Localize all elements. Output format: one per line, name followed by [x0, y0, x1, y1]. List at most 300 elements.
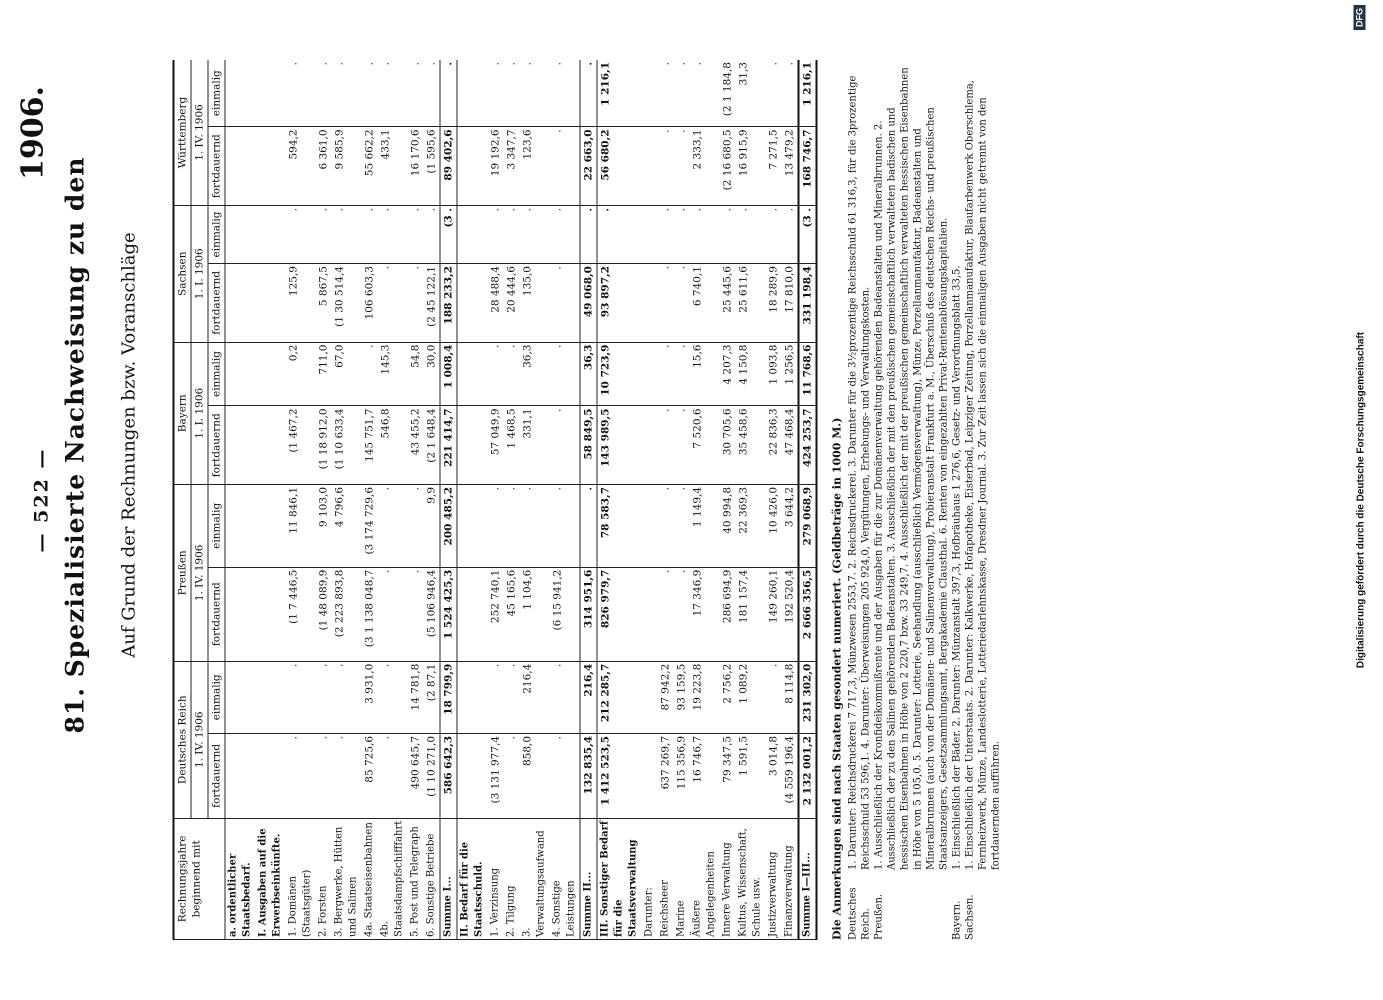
- value-cell: 47 468,4: [781, 406, 798, 485]
- value-cell: 55 662,2: [361, 127, 377, 206]
- row-label: Reichsheer: [657, 818, 673, 939]
- value-cell: (3 131 977,4: [487, 733, 503, 818]
- value-cell: .: [503, 342, 519, 406]
- value-cell: (1 595,6: [423, 127, 440, 206]
- row-label: Summe II...: [580, 818, 597, 939]
- value-cell: 2 666 356,5: [798, 567, 816, 661]
- value-cell: .: [503, 205, 519, 263]
- value-cell: .: [519, 484, 549, 567]
- value-cell: 45 165,6: [503, 567, 519, 661]
- value-cell: (5 106 946,4: [423, 567, 440, 661]
- value-cell: .: [597, 205, 642, 263]
- value-cell: 13 479,2: [781, 127, 798, 206]
- value-cell: .: [407, 60, 423, 127]
- value-cell: (1 467,2: [285, 406, 315, 485]
- value-cell: .: [503, 661, 519, 733]
- value-cell: .: [407, 567, 423, 661]
- value-cell: 31,3: [735, 60, 765, 127]
- value-cell: 9 585,9: [331, 127, 361, 206]
- state-header: Sachsen: [173, 205, 191, 342]
- value-cell: 36,3: [580, 342, 597, 406]
- value-cell: .: [549, 60, 580, 127]
- value-cell: 135,0: [519, 264, 549, 343]
- table-row: [331, 60, 361, 940]
- subcolumn-header: fortdauernd: [208, 733, 225, 818]
- table-row: [407, 60, 423, 940]
- state-date: 1. I. 1906: [191, 205, 208, 342]
- row-label: 6. Sonstige Betriebe: [423, 818, 440, 939]
- value-cell: 216,4: [519, 661, 549, 733]
- notes-heading: Die Anmerkungen sind nach Staaten gesondert numeriert. (Geldbeträge in 1000 M.): [830, 417, 843, 940]
- value-cell: 1 149,4: [689, 484, 719, 567]
- value-cell: 36,3: [519, 342, 549, 406]
- table-row: [657, 60, 673, 940]
- row-label: 2. Forsten: [315, 818, 331, 939]
- value-cell: [225, 661, 256, 733]
- value-cell: 0,2: [285, 342, 315, 406]
- dfg-logo: DFG: [1353, 5, 1365, 30]
- value-cell: .: [657, 127, 673, 206]
- value-cell: .: [735, 205, 765, 263]
- note-text: 1. Einschließlich der Bäder. 2. Darunter: Münzanstalt 397,3, Hofbräuhaus 1 276,6, Gesetz- und Verordnungsblatt 33,5.: [951, 265, 962, 870]
- value-cell: 9,9: [423, 484, 440, 567]
- table-row: [377, 60, 407, 940]
- row-label: 4b. Staatsdampfschifffahrt: [377, 818, 407, 939]
- value-cell: .: [657, 205, 673, 263]
- value-cell: 30 705,6: [719, 406, 735, 485]
- value-cell: 93 897,2: [597, 264, 642, 343]
- value-cell: 3 931,0: [361, 661, 377, 733]
- value-cell: .: [377, 484, 407, 567]
- value-cell: 4 207,3: [719, 342, 735, 406]
- value-cell: [641, 567, 657, 661]
- value-cell: [641, 406, 657, 485]
- value-cell: 40 994,8: [719, 484, 735, 567]
- note-text: 1. Einschließlich der Unterstaats. 2. Darunter: Kalkwerke, Hofapotheke, Eisterbad, Leipziger Zeitung, Porzellanmanufaktur, Blaufarbenwerk Oberschlema, Fernheizwerk, Münze, Landeslotterie, Lotteriedarlehnskasse, Dresdner Journal. 3. Zur Zeit lassen sich die einmaligen Ausgaben nicht getrennt von den fortdauernden aufführen.: [964, 80, 1001, 870]
- value-cell: 200 485,2: [440, 484, 457, 567]
- table-row: [361, 60, 377, 940]
- value-cell: .: [580, 60, 597, 127]
- value-cell: 89 402,6: [440, 127, 457, 206]
- table-row: [423, 60, 440, 940]
- value-cell: 57 049,9: [487, 406, 503, 485]
- value-cell: .: [689, 60, 719, 127]
- value-cell: 1 089,2: [735, 661, 765, 733]
- value-cell: 2 132 001,2: [798, 733, 816, 818]
- subcolumn-header: einmalig: [208, 205, 225, 263]
- value-cell: 231 302,0: [798, 661, 816, 733]
- value-cell: .: [673, 406, 689, 485]
- value-cell: 11 768,6: [798, 342, 816, 406]
- value-cell: 6 361,0: [315, 127, 331, 206]
- state-header: Württemberg: [173, 60, 191, 205]
- value-cell: 56 680,2: [597, 127, 642, 206]
- value-cell: (2 1 648,4: [423, 406, 440, 485]
- value-cell: 586 642,3: [440, 733, 457, 818]
- value-cell: [225, 484, 256, 567]
- subcolumn-header: einmalig: [208, 60, 225, 127]
- row-label: Justizverwaltung: [765, 818, 781, 939]
- value-cell: .: [423, 60, 440, 127]
- value-cell: [641, 205, 657, 263]
- value-cell: 2 333,1: [689, 127, 719, 206]
- value-cell: 49 068,0: [580, 264, 597, 343]
- value-cell: 10 723,9: [597, 342, 642, 406]
- value-cell: 22 836,3: [765, 406, 781, 485]
- value-cell: (1 10 271,0: [423, 733, 440, 818]
- value-cell: [255, 127, 285, 206]
- value-cell: .: [377, 205, 407, 263]
- value-cell: .: [765, 661, 781, 733]
- value-cell: 11 846,1: [285, 484, 315, 567]
- value-cell: [457, 342, 488, 406]
- value-cell: 1 104,6: [519, 567, 549, 661]
- value-cell: .: [549, 406, 580, 485]
- value-cell: .: [519, 205, 549, 263]
- value-cell: .: [549, 205, 580, 263]
- table-row: [765, 60, 781, 940]
- row-label: 4a. Staatseisenbahnen: [361, 818, 377, 939]
- value-cell: [225, 60, 256, 127]
- value-cell: [255, 342, 285, 406]
- value-cell: [457, 484, 488, 567]
- value-cell: 286 694,9: [719, 567, 735, 661]
- value-cell: [225, 127, 256, 206]
- value-cell: [641, 127, 657, 206]
- value-cell: [457, 406, 488, 485]
- value-cell: 433,1: [377, 127, 407, 206]
- table-row: [549, 60, 580, 940]
- row-label: 5. Post und Telegraph: [407, 818, 423, 939]
- value-cell: [255, 484, 285, 567]
- notes-section: [830, 60, 1002, 940]
- value-cell: 858,0: [519, 733, 549, 818]
- value-cell: .: [689, 205, 719, 263]
- value-cell: 18 289,9: [765, 264, 781, 343]
- table-title: 81. Spezialisierte Nachweisung zu den: [60, 156, 89, 734]
- value-cell: [641, 661, 657, 733]
- value-cell: 149 260,1: [765, 567, 781, 661]
- value-cell: (3 1 138 048,7: [361, 567, 377, 661]
- value-cell: .: [673, 205, 689, 263]
- value-cell: .: [315, 661, 331, 733]
- state-date: 1. I. 1906: [191, 342, 208, 484]
- value-cell: .: [407, 205, 423, 263]
- value-cell: 106 603,3: [361, 264, 377, 343]
- row-label: 1. Verzinsung: [487, 818, 503, 939]
- value-cell: 145,3: [377, 342, 407, 406]
- table-row: [285, 60, 315, 940]
- value-cell: .: [673, 484, 689, 567]
- value-cell: 3 014,8: [765, 733, 781, 818]
- value-cell: [225, 205, 256, 263]
- row-label: Marine: [673, 818, 689, 939]
- value-cell: 1 591,5: [735, 733, 765, 818]
- value-cell: 8 114,8: [781, 661, 798, 733]
- state-header: Bayern: [173, 342, 191, 484]
- table-row: [440, 60, 457, 940]
- row-label: II. Bedarf für die Staatsschuld.: [457, 818, 488, 939]
- value-cell: [255, 205, 285, 263]
- subcolumn-header: fortdauernd: [208, 264, 225, 343]
- value-cell: .: [549, 484, 580, 567]
- table-row: [225, 60, 256, 940]
- table-row: [597, 60, 642, 940]
- value-cell: 168 746,7: [798, 127, 816, 206]
- value-cell: .: [285, 661, 315, 733]
- value-cell: 711,0: [315, 342, 331, 406]
- value-cell: .: [315, 733, 331, 818]
- table-row: [719, 60, 735, 940]
- row-label: Darunter:: [641, 818, 657, 939]
- row-label: Finanzverwaltung: [781, 818, 798, 939]
- value-cell: .: [440, 60, 457, 127]
- value-cell: [225, 342, 256, 406]
- value-cell: [457, 661, 488, 733]
- row-label: 4. Sonstige Leistungen: [549, 818, 580, 939]
- value-cell: .: [765, 205, 781, 263]
- note-entry: [846, 60, 872, 940]
- value-cell: 30,0: [423, 342, 440, 406]
- table-row: [503, 60, 519, 940]
- value-cell: .: [781, 205, 798, 263]
- value-cell: .: [657, 264, 673, 343]
- value-cell: 15,6: [689, 342, 719, 406]
- row-label: 3. Verwaltungsaufwand: [519, 818, 549, 939]
- value-cell: 87 942,2: [657, 661, 673, 733]
- table-row: [315, 60, 331, 940]
- note-entry: [872, 60, 950, 940]
- value-cell: [457, 264, 488, 343]
- subcolumn-header: einmalig: [208, 342, 225, 406]
- value-cell: 4 150,8: [735, 342, 765, 406]
- value-cell: .: [549, 661, 580, 733]
- value-cell: (3 .: [440, 205, 457, 263]
- row-label: Kultus, Wissenschaft, Schule usw.: [735, 818, 765, 939]
- value-cell: .: [765, 60, 781, 127]
- value-cell: 1 216,1: [798, 60, 816, 127]
- value-cell: 19 192,6: [487, 127, 503, 206]
- value-cell: 3 644,2: [781, 484, 798, 567]
- table-row: [580, 60, 597, 940]
- value-cell: 16 170,6: [407, 127, 423, 206]
- value-cell: 3 347,7: [503, 127, 519, 206]
- value-cell: .: [549, 342, 580, 406]
- value-cell: (6 15 941,2: [549, 567, 580, 661]
- value-cell: [255, 567, 285, 661]
- value-cell: [641, 733, 657, 818]
- value-cell: 188 233,2: [440, 264, 457, 343]
- note-state: Bayern.: [951, 900, 962, 940]
- value-cell: 22 663,0: [580, 127, 597, 206]
- value-cell: 16 746,7: [689, 733, 719, 818]
- value-cell: .: [285, 733, 315, 818]
- value-cell: 546,8: [377, 406, 407, 485]
- table-row: [487, 60, 503, 940]
- value-cell: [225, 264, 256, 343]
- value-cell: .: [377, 264, 407, 343]
- value-cell: [641, 264, 657, 343]
- value-cell: .: [285, 205, 315, 263]
- value-cell: .: [331, 661, 361, 733]
- value-cell: 216,4: [580, 661, 597, 733]
- state-header: Preußen: [173, 484, 191, 661]
- value-cell: [225, 733, 256, 818]
- value-cell: .: [487, 342, 503, 406]
- value-cell: .: [657, 406, 673, 485]
- value-cell: 18 799,9: [440, 661, 457, 733]
- subcolumn-header: fortdauernd: [208, 127, 225, 206]
- value-cell: 67,0: [331, 342, 361, 406]
- value-cell: .: [361, 342, 377, 406]
- row-label: I. Ausgaben auf die Erwerbseinkünfte.: [255, 818, 285, 939]
- value-cell: .: [285, 60, 315, 127]
- value-cell: [641, 484, 657, 567]
- value-cell: 7 520,6: [689, 406, 719, 485]
- note-state: Sachsen.: [964, 894, 975, 940]
- value-cell: 20 444,6: [503, 264, 519, 343]
- subcolumn-header: einmalig: [208, 661, 225, 733]
- value-cell: 6 740,1: [689, 264, 719, 343]
- value-cell: .: [657, 342, 673, 406]
- value-cell: 594,2: [285, 127, 315, 206]
- value-cell: .: [657, 567, 673, 661]
- value-cell: [457, 127, 488, 206]
- value-cell: .: [407, 264, 423, 343]
- value-cell: (1 30 514,4: [331, 264, 361, 343]
- value-cell: 1 008,4: [440, 342, 457, 406]
- value-cell: .: [487, 661, 503, 733]
- value-cell: 54,8: [407, 342, 423, 406]
- value-cell: 637 269,7: [657, 733, 673, 818]
- value-cell: .: [503, 733, 519, 818]
- value-cell: 7 271,5: [765, 127, 781, 206]
- value-cell: 10 426,0: [765, 484, 781, 567]
- value-cell: [255, 661, 285, 733]
- finance-table: [172, 60, 817, 940]
- value-cell: .: [580, 484, 597, 567]
- value-cell: 123,6: [519, 127, 549, 206]
- value-cell: [457, 205, 488, 263]
- value-cell: .: [487, 205, 503, 263]
- value-cell: 43 455,2: [407, 406, 423, 485]
- value-cell: .: [503, 484, 519, 567]
- value-cell: 314 951,6: [580, 567, 597, 661]
- value-cell: (1 10 633,4: [331, 406, 361, 485]
- value-cell: .: [315, 205, 331, 263]
- table-row: [519, 60, 549, 940]
- value-cell: .: [580, 205, 597, 263]
- note-entry: [950, 60, 963, 940]
- value-cell: .: [331, 205, 361, 263]
- value-cell: 28 488,4: [487, 264, 503, 343]
- value-cell: 25 611,6: [735, 264, 765, 343]
- table-row: [781, 60, 798, 940]
- value-cell: 132 835,4: [580, 733, 597, 818]
- subcolumn-header: fortdauernd: [208, 406, 225, 485]
- corner-header: Rechnungsjahre beginnend mit: [173, 818, 225, 939]
- value-cell: .: [549, 127, 580, 206]
- value-cell: (4 559 196,4: [781, 733, 798, 818]
- digitization-credit: Digitalisierung gefördert durch die Deutsche Forschungsgemeinschaft: [1355, 331, 1366, 669]
- value-cell: .: [657, 484, 673, 567]
- value-cell: 331,1: [519, 406, 549, 485]
- table-subtitle: Auf Grund der Rechnungen bzw. Voranschläge: [118, 232, 139, 658]
- value-cell: .: [673, 60, 689, 127]
- value-cell: 17 346,9: [689, 567, 719, 661]
- table-row: [457, 60, 488, 940]
- value-cell: 331 198,4: [798, 264, 816, 343]
- value-cell: 221 414,7: [440, 406, 457, 485]
- value-cell: .: [781, 60, 798, 127]
- subcolumn-header: fortdauernd: [208, 567, 225, 661]
- value-cell: [255, 264, 285, 343]
- value-cell: .: [673, 342, 689, 406]
- note-entry: [963, 60, 1002, 940]
- row-label: 1. Domänen (Staatsgüter): [285, 818, 315, 939]
- value-cell: 22 369,3: [735, 484, 765, 567]
- row-label: III. Sonstiger Bedarf für die Staatsverwaltung: [597, 818, 642, 939]
- value-cell: .: [377, 60, 407, 127]
- value-cell: 1 524 425,3: [440, 567, 457, 661]
- value-cell: 9 103,0: [315, 484, 331, 567]
- row-label: Äußere Angelegenheiten: [689, 818, 719, 939]
- table-row: [689, 60, 719, 940]
- note-text: 1. Darunter: Reichsdruckerei 7 717,3, Münzwesen 2553,7. 2. Reichsdruckerei. 3. Darunter für die 3½prozentige Reichsschuld 61 316,3, für die 3prozentige Reichsschuld 53 596,1. 4. Darunter: Überweisungen 205 924,0, Vergütungen, Erhebungs- und Verwaltungskosten.: [847, 75, 871, 870]
- value-cell: .: [377, 567, 407, 661]
- value-cell: .: [503, 60, 519, 127]
- value-cell: 5 867,5: [315, 264, 331, 343]
- value-cell: .: [673, 127, 689, 206]
- value-cell: 1 093,8: [765, 342, 781, 406]
- value-cell: (1 18 912,0: [315, 406, 331, 485]
- value-cell: .: [487, 60, 503, 127]
- value-cell: (3 174 729,6: [361, 484, 377, 567]
- value-cell: (2 45 122,1: [423, 264, 440, 343]
- value-cell: 826 979,7: [597, 567, 642, 661]
- value-cell: [225, 406, 256, 485]
- value-cell: 192 520,4: [781, 567, 798, 661]
- value-cell: (2 16 680,5: [719, 127, 735, 206]
- state-header: Deutsches Reich: [173, 661, 191, 818]
- value-cell: [225, 567, 256, 661]
- value-cell: 14 781,8: [407, 661, 423, 733]
- value-cell: [457, 567, 488, 661]
- table-row: [641, 60, 657, 940]
- subcolumn-header: einmalig: [208, 484, 225, 567]
- value-cell: .: [361, 205, 377, 263]
- value-cell: 79 347,5: [719, 733, 735, 818]
- value-cell: 19 223,8: [689, 661, 719, 733]
- value-cell: [457, 733, 488, 818]
- value-cell: .: [657, 60, 673, 127]
- value-cell: 78 583,7: [597, 484, 642, 567]
- value-cell: 212 285,7: [597, 661, 642, 733]
- value-cell: .: [673, 567, 689, 661]
- value-cell: [255, 60, 285, 127]
- state-date: 1. IV. 1906: [191, 661, 208, 818]
- row-label: Summe I—III...: [798, 818, 816, 939]
- value-cell: (2 1 184,8: [719, 60, 735, 127]
- value-cell: .: [549, 733, 580, 818]
- value-cell: .: [315, 60, 331, 127]
- value-cell: 1 468,5: [503, 406, 519, 485]
- value-cell: 252 740,1: [487, 567, 503, 661]
- value-cell: [641, 60, 657, 127]
- value-cell: .: [331, 733, 361, 818]
- value-cell: (3 .: [798, 205, 816, 263]
- value-cell: 125,9: [285, 264, 315, 343]
